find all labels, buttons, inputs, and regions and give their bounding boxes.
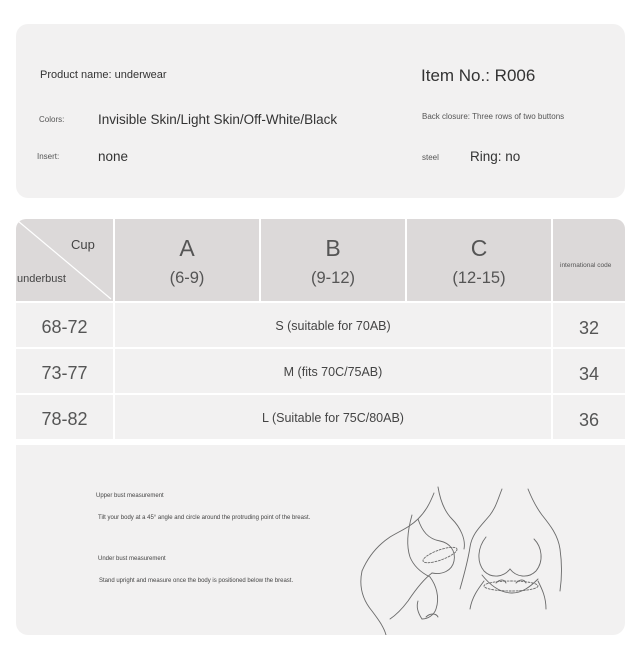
cup-letter: A (179, 235, 195, 261)
cup-letter: B (325, 235, 341, 261)
table-row-size (115, 395, 551, 439)
table-row-size (115, 349, 551, 393)
intl-code-value: 32 (578, 318, 600, 338)
intl-code-label: international code (560, 262, 612, 269)
table-row-underbust (16, 349, 113, 393)
cup-range: (6-9) (169, 269, 205, 287)
item-number: Item No.: R006 (421, 66, 536, 85)
table-row-underbust (16, 303, 113, 347)
insert-value: none (98, 149, 129, 164)
upper-bust-description: Tilt your body at a 45° angle and circle around the protruding point of the breast. (98, 515, 311, 521)
back-closure: Back closure: Three rows of two buttons (422, 112, 565, 121)
cup-range: (12-15) (452, 269, 506, 287)
cup-range: (9-12) (310, 269, 355, 287)
size-table (16, 219, 625, 441)
measurement-card (16, 445, 625, 635)
upper-bust-title: Upper bust measurement (96, 493, 164, 499)
underbust-value: 68-72 (41, 317, 88, 337)
ring-value: Ring: no (470, 149, 521, 164)
product-name: Product name: underwear (40, 69, 167, 81)
cup-letter: C (470, 235, 488, 261)
underbust-value: 73-77 (41, 363, 88, 383)
insert-label: Insert: (37, 152, 60, 161)
table-row-underbust (16, 395, 113, 439)
intl-code-value: 34 (578, 364, 600, 384)
table-row-code (553, 303, 625, 347)
cup-c-header (407, 219, 551, 301)
corner-underbust-label: underbust (17, 273, 66, 285)
intl-code-header (553, 219, 625, 301)
front-view-measurement-illustration (456, 485, 566, 625)
product-info-card (16, 24, 625, 198)
under-bust-title: Under bust measurement (98, 556, 166, 562)
steel-label: steel (422, 153, 439, 162)
table-row-code (553, 395, 625, 439)
colors-label: Colors: (39, 115, 65, 124)
table-row-size (115, 303, 551, 347)
table-row-code (553, 349, 625, 393)
colors-value: Invisible Skin/Light Skin/Off-White/Black (98, 112, 338, 127)
cup-b-header (261, 219, 405, 301)
diagonal-divider (16, 219, 113, 301)
size-value: S (suitable for 70AB) (275, 319, 391, 333)
size-value: L (Suitable for 75C/80AB) (262, 411, 404, 425)
intl-code-value: 36 (578, 410, 600, 430)
underbust-value: 78-82 (41, 409, 88, 429)
corner-cup-label: Cup (71, 237, 95, 252)
cup-a-header (115, 219, 259, 301)
under-bust-description: Stand upright and measure once the body is positioned below the breast. (99, 578, 294, 584)
corner-header-cell (16, 219, 113, 301)
size-value: M (fits 70C/75AB) (283, 365, 383, 379)
